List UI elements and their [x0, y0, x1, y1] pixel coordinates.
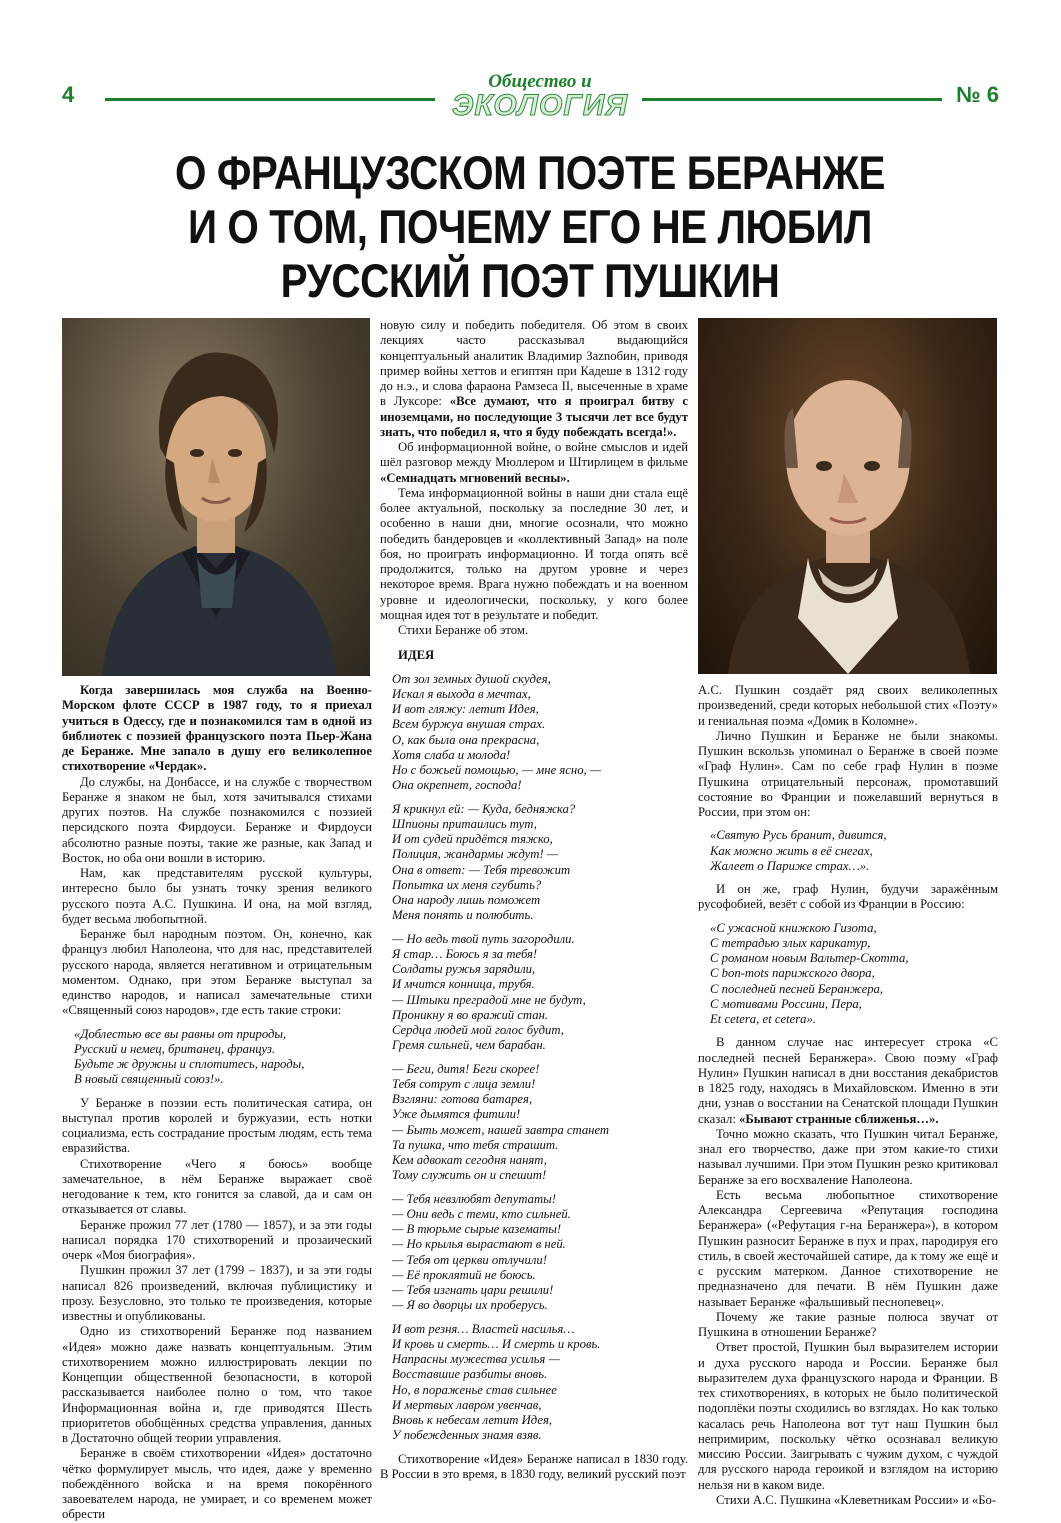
lead-paragraph: Когда завершилась моя служба на Военно-Морском флоте СССР в 1987 году, то я приехал учиться в Одессу, где и познакомился там в одной из библиотек с поэзией французского поэта Пьер-Жана де Беранже. Мне запало в душу его великолепное стихотворение «Чердак».: [62, 683, 372, 774]
pushkin-quote: «Бывают странные сближенья…».: [739, 1111, 939, 1126]
header-rule-right: [642, 98, 942, 101]
paragraph: Тема информационной войны в наши дни стала ещё более актуальной, поскольку за последние 30 лет, и особенно в наши дни, многие осознали, что можно победить бандеровцев и «коллективный Запад» на поле боя, но проиграть информационно. И тогда опять всё продолжится, только на другом уровне и через некоторое время. Врага нужно побеждать и на военном уровне и идеологически, поскольку, у кого более мощная идея тот в результате и победит.: [380, 485, 688, 622]
verse-quote: «Святую Русь бранит, дивится, Как можно жить в её снегах, Жалеет о Париже страх…».: [710, 828, 887, 873]
verse-quote: «Доблестью все вы равны от природы, Русский и немец, британец, француз. Будьте ж дружны и сплотитесь, народы, В новый священный союз!».: [74, 1026, 305, 1087]
logo-top-text: Общество и: [488, 71, 592, 92]
paragraph: У Беранже в поэзии есть политическая сатира, он выступал против королей и буржуазии, есть нотки социализма, есть сострадание простым людям, есть тема евразийства.: [62, 1095, 372, 1156]
paragraph: Пушкин прожил 37 лет (1799 – 1837), и за эти годы написал 826 произведений, включая публицистику и прозу. Безусловно, это только те произведения, которые известны и опубликованы.: [62, 1263, 372, 1323]
article-column-left: [62, 683, 372, 1523]
page-number: 4: [62, 82, 75, 107]
title-line: РУССКИЙ ПОЭТ ПУШКИН: [280, 254, 780, 307]
paragraph: Точно можно сказать, что Пушкин читал Беранже, знал его творчество, даже при этом какие-то стихи называл лучшими. При этом Пушкин резко критиковал Беранже за его восхваление Наполеона.: [698, 1126, 998, 1187]
article-column-middle: [380, 318, 688, 1482]
paragraph: Стихи Беранже об этом.: [398, 623, 529, 637]
poem-title: ИДЕЯ: [398, 648, 435, 663]
paragraph: Стихи А.С. Пушкина «Клеветникам России» и «Бо-: [716, 1492, 997, 1507]
article-column-right: [698, 683, 998, 1508]
paragraph: [380, 318, 688, 440]
paragraph-text: Об информационной войне, о войне смыслов и идей шёл разговор между Мюллером и Штирлицем в фильме: [380, 440, 688, 470]
paragraph: [698, 1035, 998, 1127]
paragraph: Лично Пушкин и Беранже не были знакомы. Пушкин вскользь упоминал о Беранже в своей поэме «Граф Нулин». Сам по себе граф Нулин в поэме Пушкина отрицательный персонаж, промотавший состояние во Франции и пожелавший вернуться в России, при этом он:: [698, 728, 998, 819]
poem-stanza: — Тебя невзлюбят депутаты! — Они ведь с теми, кто сильней. — В тюрьме сырые казематы! — Но крылья вырастают в ней. — Тебя от церкви отлучили! — Её проклятий не боюсь. — Тебя изгнать цари решили! — Я во дворцы их проберусь.: [392, 1191, 571, 1313]
paragraph: А.С. Пушкин создаёт ряд своих великолепных произведений, среди которых небольшой стих «Поэту» и гениальная поэма «Домик в Коломне».: [698, 683, 998, 728]
article-title: [109, 146, 952, 308]
poem-stanza: — Но ведь твой путь загородили. Я стар… Боюсь я за тебя! Солдаты ружья зарядили, И мчится конница, трубя. — Штыки преградой мне не будут, Проникну я во вражий стан. Сердца людей мой голос будит, Гремя сильней, чем барабан.: [392, 931, 586, 1053]
beranger-portrait-drawing: [698, 318, 997, 674]
paragraph: Есть весьма любопытное стихотворение Александра Сергеевича «Репутация господина Беранжера» («Рефутация г-на Беранжера»), в котором Пушкин разносит Беранже в пух и прах, пародируя его стиль, в своей жесточайшей сатире, да к тому же ещё и с русским матерком. Данное стихотворение не предназначено для печати. В нём Пушкин даже называет Беранже «фальшивый песнопевец».: [698, 1187, 998, 1309]
paragraph: Нам, как представителям русской культуры, интересно было бы узнать точку зрения великого русского поэта А.С. Пушкина. И она, на мой взгляд, будет весьма любопытной.: [62, 866, 372, 926]
beranger-portrait: [698, 318, 997, 674]
paragraph: Беранже был народным поэтом. Он, конечно, как француз любил Наполеона, что для нас, представителей русского народа, является негативном и отрицательным моментом. Однако, при этом Беранже выступал за единство народов, и написал замечательные стихи «Священный союз народов», где есть такие строки:: [62, 927, 372, 1018]
title-line: О ФРАНЦУЗСКОМ ПОЭТЕ БЕРАНЖЕ: [175, 146, 885, 199]
paragraph: И он же, граф Нулин, будучи заражённым русофобией, везёт с собой из Франции в Россию:: [698, 882, 998, 912]
film-title: «Семнадцать мгновений весны».: [380, 470, 570, 485]
paragraph: Стихотворение «Чего я боюсь» вообще замечательное, в нём Беранже выражает своё негодование к тем, кто гонится за славой, да и сам он отказывается от славы.: [62, 1156, 372, 1217]
page-header: [0, 72, 1061, 122]
poem-stanza: — Беги, дитя! Беги скорее! Тебя сотрут с лица земли! Взгляни: готова батарея, Уже дымятся фитили! — Быть может, нашей завтра станет Та пушка, что тебя страшит. Кем адвокат сегодня нанят, Тому служить он и спешит!: [392, 1061, 610, 1183]
pharaoh-quote: «Все думают, что я проиграл битву с иноземцами, но последующие 3 тысячи лет все будут знать, что победил я, что я буду побеждать всегда!».: [380, 394, 688, 439]
title-line: И О ТОМ, ПОЧЕМУ ЕГО НЕ ЛЮБИЛ: [188, 200, 872, 253]
pushkin-portrait-drawing: [62, 318, 370, 676]
paragraph-text: В данном случае нас интересует строка «С последней песней Беранжера». Свою поэму «Граф Нулин» Пушкин написал в дни восстания декабристов в 1825 году, находясь в Михайловском. Именно в эти дни, узнав о восстании на Сенатской площади Пушкин сказал:: [698, 1035, 998, 1126]
paragraph: Почему же такие разные полюса звучат от Пушкина в отношении Беранже?: [698, 1309, 998, 1339]
paragraph: Стихотворение «Идея» Беранже написал в 1830 году. В России в это время, в 1830 году, великий русский поэт: [380, 1451, 688, 1481]
verse-quote: «С ужасной книжкою Гизота, С тетрадью злых карикатур, С романом новым Вальтер-Скотта, С bon-mots парижского двора, С последней песней Беранжера, С мотивами Россини, Пера, Et cetera, et cetera».: [710, 920, 909, 1026]
logo-bottom-text: ЭКОЛОГИЯ: [451, 89, 629, 122]
publication-logo: [445, 72, 635, 120]
paragraph: Беранже прожил 77 лет (1780 — 1857), и за эти годы написал порядка 170 стихотворений и прозаический очерк «Моя биография».: [62, 1217, 372, 1262]
paragraph: До службы, на Донбассе, и на службе с творчеством Беранже я знаком не был, хотя зачитывался стихами других поэтов. На службе познакомился с поэзией персидского поэта Фирдоуси. Беранже и Фирдоуси абсолютно разные поэты, такие же разные, как Запад и Восток, но оба они вошли в историю.: [62, 774, 372, 865]
header-rule-left: [105, 98, 435, 101]
issue-number: № 6: [956, 82, 999, 107]
paragraph: Одно из стихотворений Беранже под названием «Идея» можно даже назвать концептуальным. Этим стихотворением можно иллюстрировать лекции по Концепции общественной безопасности, в которой рассказывается наиболее полно о том, что такое Информационная война и, где приводятся Шесть приоритетов обобщённых средства управления, данных в Достаточно общей теории управления.: [62, 1324, 372, 1445]
poem-stanza: И вот резня… Властей насилья… И кровь и смерть… И смерть и кровь. Напрасны мужества усилья — Восставшие разбиты вновь. Но, в пораженье став сильнее И мертвых лавром увенчав, Вновь к небесам летит Идея, У побежденных знамя взяв.: [392, 1321, 601, 1443]
pushkin-portrait: [62, 318, 370, 676]
paragraph-text: новую силу и победить победителя. Об этом в своих лекциях часто рассказывал выдающийся концептуальный аналитик Владимир Заznобин, приводя пример войны хеттов и египтян при Кадеше в 1312 году до н.э., и слова фараона Рамзеса II, высеченные в храме в Луксоре:: [380, 318, 688, 409]
paragraph: Беранже в своём стихотворении «Идея» достаточно чётко формулирует мысль, что идея, даже у временно побеждённого войска и на время покорённого завоевателем народа, не умирает, и со временем может обрести: [62, 1446, 372, 1522]
poem-stanza: Я крикнул ей: — Куда, бедняжка? Шпионы притаились тут, И от судей придётся тяжко, Полиция, жандармы ждут! — Она в ответ: — Тебя тревожит Попытка их меня сгубить? Она народу лишь поможет Меня понять и полюбить.: [392, 801, 576, 923]
paragraph: Ответ простой, Пушкин был выразителем истории и духа русского народа и России. Беранже был выразителем духа французского народа и Франции. В тех стихотворениях, в которых не было политической подоплёки поэты сходились во взглядах. Но как только касалась речь Наполеона вот тут наш Пушкин был непримирим, поскольку чётко осознавал великую миссию России. Заигрывать с чужим духом, с чуждой для русского народа героикой и взглядом на историю нельзя ни в каком виде.: [698, 1340, 998, 1492]
paragraph: [380, 440, 688, 486]
poem-stanza: От зол земных душой скудея, Искал я выхода в мечтах, И вот гляжу: летит Идея, Всем буржуа внушая страх. О, как была она прекрасна, Хотя слаба и молода! Но с божьей помощью, — мне ясно, — Она окрепнет, господа!: [392, 671, 602, 793]
